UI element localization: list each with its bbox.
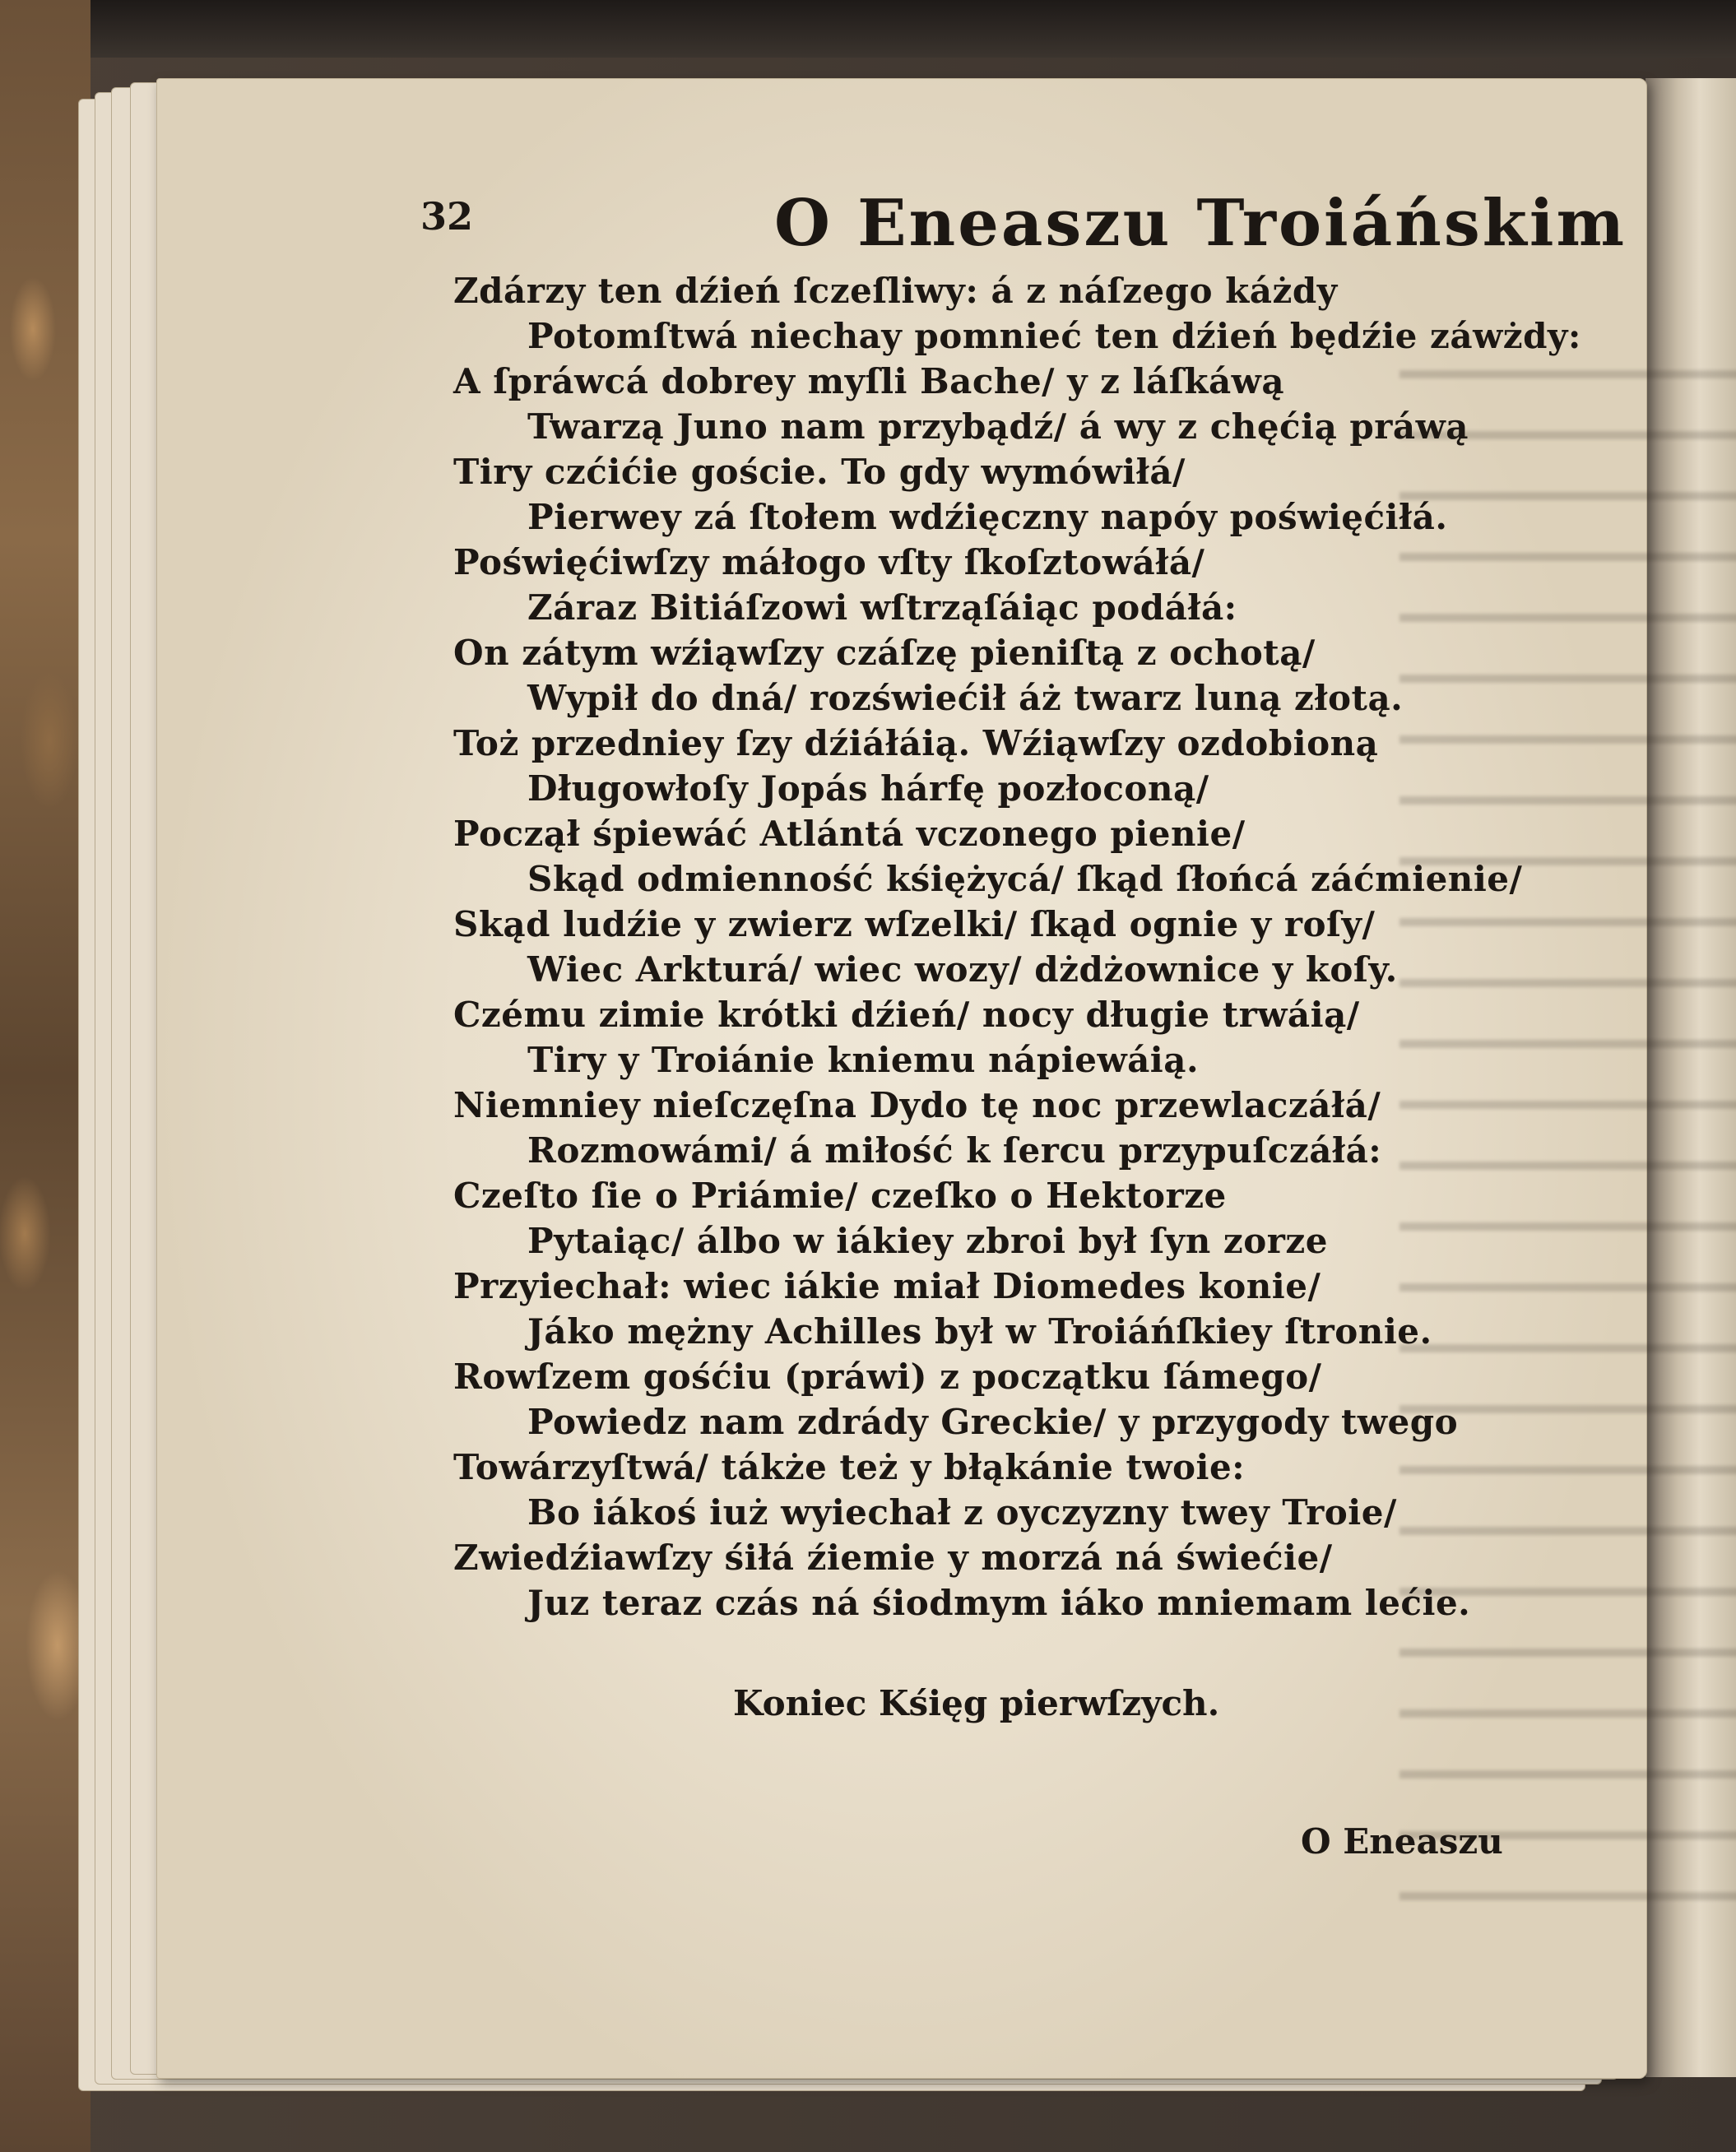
verse-line: Począł śpiewáć Atlántá vczonego pienie/ xyxy=(453,814,1246,854)
verse-line: Towárzyſtwá/ tákże też y błąkánie twoie: xyxy=(453,1447,1246,1487)
verse-line: On zátym wźiąwſzy czáſzę pieniſtą z ochotą/ xyxy=(453,633,1316,673)
verse-line: Wiec Arkturá/ wiec wozy/ dżdżownice y koſy. xyxy=(527,949,1398,990)
verse-line: Rozmowámi/ á miłość k ſercu przypuſczáłá: xyxy=(527,1130,1382,1171)
catchword: O Eneaszu xyxy=(1301,1821,1503,1862)
verse-line: Czému zimie krótki dźień/ nocy długie trwáią/ xyxy=(453,995,1360,1035)
verse-line: Twarzą Juno nam przybądź/ á wy z chęćią práwą xyxy=(527,406,1469,447)
verse-line: Skąd ludźie y zwierz wſzelki/ ſkąd ognie y roſy/ xyxy=(453,904,1376,944)
verse-line: Pytaiąc/ álbo w iákiey zbroi był ſyn zorze xyxy=(527,1221,1328,1261)
verse-line: Skąd odmienność kśiężycá/ ſkąd ſłońcá záćmienie/ xyxy=(527,859,1523,899)
verse-line: Tiry y Troiánie kniemu nápiewáią. xyxy=(527,1040,1200,1080)
verse-line: Przyiechał: wiec iákie miał Diomedes konie/ xyxy=(453,1266,1321,1306)
verse-line: A ſpráwcá dobrey myſli Bache/ y z láſkáwą xyxy=(453,361,1285,401)
verse-line: Poświęćiwſzy máłogo vſty ſkoſztowáłá/ xyxy=(453,542,1205,582)
running-head: O Eneaszu Troiáńskim xyxy=(774,186,1627,261)
verse-line: Bo iákoś iuż wyiechał z oyczyzny twey Troie/ xyxy=(527,1492,1397,1533)
verse-line: Rowſzem gośćiu (práwi) z początku ſámego/ xyxy=(453,1357,1322,1397)
verse-line: Potomſtwá niechay pomnieć ten dźień będźie záwżdy: xyxy=(527,316,1581,356)
verse-line: Powiedz nam zdrády Greckie/ y przygody twego xyxy=(527,1402,1459,1442)
verse-line: Niemniey nieſczęſna Dydo tę noc przewlaczáłá/ xyxy=(453,1085,1381,1125)
verse-line: Czeſto ſie o Priámie/ czeſko o Hektorze xyxy=(453,1176,1227,1216)
verse-line: Tiry czćićie goście. To gdy wymówiłá/ xyxy=(453,452,1186,492)
verse-line: Zwiedźiawſzy śiłá źiemie y morzá ná świećie/ xyxy=(453,1537,1333,1578)
verse-line: Zdárzy ten dźień ſczeſliwy: á z náſzego káżdy xyxy=(453,271,1338,311)
verse-line: Jáko mężny Achilles był w Troiáńſkiey ſtronie. xyxy=(527,1311,1432,1352)
verse-line: Długowłoſy Jopás hárfę pozłoconą/ xyxy=(527,768,1209,809)
verse-line: Záraz Bitiáſzowi wſtrząſáiąc podáłá: xyxy=(527,587,1237,628)
page-number: 32 xyxy=(420,194,474,239)
cover-top-edge xyxy=(0,0,1736,58)
book-page xyxy=(156,78,1647,2079)
verse-line: Wypił do dná/ rozświećił áż twarz luną złotą. xyxy=(527,678,1404,718)
book-end-line: Koniec Kśięg pierwſzych. xyxy=(733,1683,1220,1723)
marbled-cover xyxy=(0,0,91,2152)
verse-line: Toż przedniey ſzy dźiáłáią. Wźiąwſzy ozdobioną xyxy=(453,723,1379,763)
page-text xyxy=(157,79,1646,2078)
verse-line: Pierwey zá ſtołem wdźięczny napóy poświęćiłá. xyxy=(527,497,1448,537)
verse-line: Juz teraz czás ná śiodmym iáko mniemam lećie. xyxy=(527,1583,1471,1623)
